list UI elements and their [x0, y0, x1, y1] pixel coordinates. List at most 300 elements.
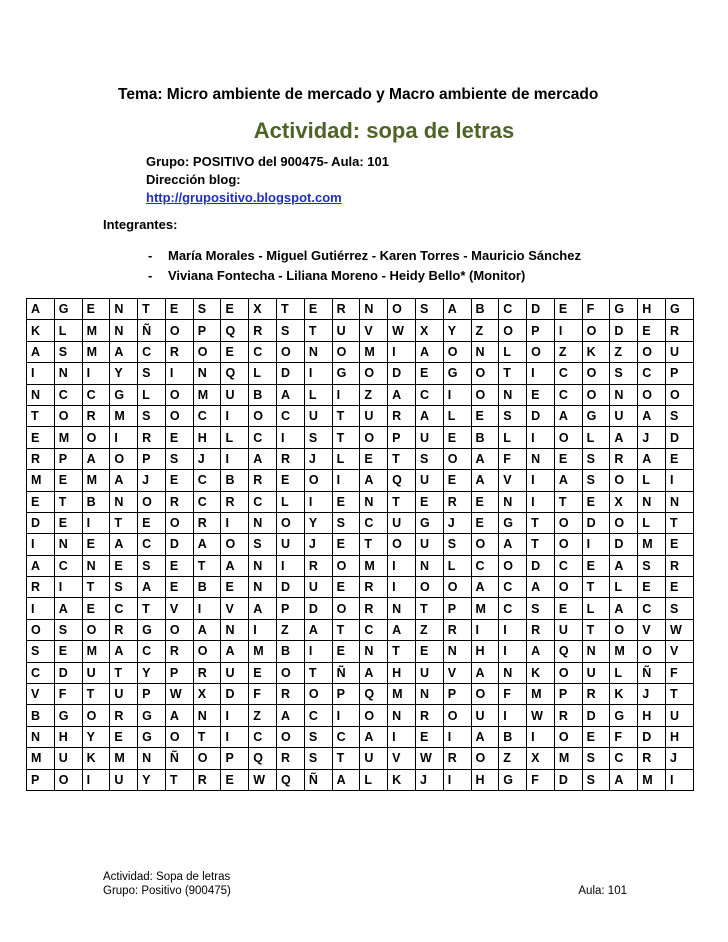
- grid-cell: C: [360, 619, 388, 640]
- grid-cell: U: [665, 341, 693, 362]
- grid-cell: G: [54, 299, 82, 320]
- grid-cell: Q: [388, 470, 416, 491]
- grid-cell: C: [304, 705, 332, 726]
- grid-cell: A: [610, 769, 638, 790]
- grid-cell: O: [277, 662, 305, 683]
- grid-cell: I: [527, 427, 555, 448]
- grid-cell: A: [27, 341, 55, 362]
- grid-cell: A: [554, 470, 582, 491]
- grid-cell: I: [221, 512, 249, 533]
- grid-cell: T: [193, 726, 221, 747]
- grid-cell: E: [165, 470, 193, 491]
- grid-cell: I: [443, 769, 471, 790]
- grid-cell: C: [499, 598, 527, 619]
- grid-cell: H: [471, 641, 499, 662]
- grid-cell: I: [110, 427, 138, 448]
- group-line: Grupo: POSITIVO del 900475- Aula: 101: [146, 154, 389, 169]
- grid-cell: H: [388, 662, 416, 683]
- grid-cell: P: [527, 320, 555, 341]
- grid-cell: O: [332, 341, 360, 362]
- grid-cell: T: [277, 299, 305, 320]
- grid-cell: E: [665, 577, 693, 598]
- grid-cell: V: [443, 662, 471, 683]
- grid-cell: E: [332, 491, 360, 512]
- grid-cell: E: [165, 577, 193, 598]
- grid-cell: I: [471, 619, 499, 640]
- grid-cell: A: [610, 427, 638, 448]
- grid-cell: E: [221, 341, 249, 362]
- grid-cell: H: [54, 726, 82, 747]
- grid-cell: L: [638, 470, 666, 491]
- grid-cell: E: [82, 299, 110, 320]
- grid-cell: L: [582, 598, 610, 619]
- grid-cell: B: [27, 705, 55, 726]
- grid-cell: A: [221, 641, 249, 662]
- grid-cell: T: [582, 619, 610, 640]
- grid-cell: O: [82, 427, 110, 448]
- grid-cell: U: [415, 662, 443, 683]
- grid-cell: E: [554, 448, 582, 469]
- grid-cell: T: [138, 299, 166, 320]
- grid-cell: C: [54, 555, 82, 576]
- grid-cell: H: [471, 769, 499, 790]
- grid-cell: F: [610, 726, 638, 747]
- grid-cell: E: [415, 641, 443, 662]
- grid-cell: R: [27, 448, 55, 469]
- grid-cell: O: [554, 512, 582, 533]
- grid-cell: S: [415, 299, 443, 320]
- grid-cell: L: [499, 341, 527, 362]
- grid-cell: R: [443, 491, 471, 512]
- grid-cell: J: [138, 470, 166, 491]
- grid-cell: O: [193, 748, 221, 769]
- grid-row: [27, 320, 694, 341]
- grid-cell: U: [82, 662, 110, 683]
- grid-cell: E: [471, 405, 499, 426]
- grid-cell: O: [610, 470, 638, 491]
- grid-cell: I: [443, 384, 471, 405]
- grid-cell: I: [82, 363, 110, 384]
- grid-cell: E: [527, 384, 555, 405]
- grid-cell: G: [110, 384, 138, 405]
- grid-cell: O: [82, 619, 110, 640]
- grid-cell: C: [277, 405, 305, 426]
- grid-cell: E: [332, 577, 360, 598]
- grid-cell: N: [360, 299, 388, 320]
- grid-cell: U: [110, 684, 138, 705]
- grid-cell: A: [304, 619, 332, 640]
- word-search-grid: [26, 298, 694, 791]
- footer-activity: Actividad: Sopa de letras: [103, 871, 231, 883]
- grid-cell: R: [638, 748, 666, 769]
- grid-cell: J: [638, 427, 666, 448]
- grid-cell: G: [54, 705, 82, 726]
- grid-cell: O: [332, 598, 360, 619]
- grid-cell: E: [138, 512, 166, 533]
- grid-cell: O: [499, 320, 527, 341]
- grid-cell: W: [665, 619, 693, 640]
- grid-cell: V: [499, 470, 527, 491]
- grid-cell: R: [554, 705, 582, 726]
- grid-cell: C: [249, 726, 277, 747]
- grid-cell: U: [471, 705, 499, 726]
- grid-cell: I: [221, 726, 249, 747]
- grid-cell: A: [193, 534, 221, 555]
- grid-cell: S: [415, 448, 443, 469]
- grid-cell: C: [554, 363, 582, 384]
- grid-cell: M: [27, 748, 55, 769]
- grid-cell: M: [82, 470, 110, 491]
- grid-cell: D: [54, 662, 82, 683]
- grid-cell: R: [332, 299, 360, 320]
- grid-row: [27, 726, 694, 747]
- grid-cell: R: [388, 405, 416, 426]
- grid-cell: O: [443, 705, 471, 726]
- grid-cell: P: [665, 363, 693, 384]
- grid-cell: A: [138, 577, 166, 598]
- grid-cell: L: [332, 448, 360, 469]
- grid-cell: M: [110, 748, 138, 769]
- grid-cell: R: [165, 641, 193, 662]
- grid-cell: E: [638, 320, 666, 341]
- grid-cell: S: [665, 598, 693, 619]
- grid-cell: O: [638, 641, 666, 662]
- grid-cell: T: [415, 598, 443, 619]
- grid-cell: O: [165, 320, 193, 341]
- grid-cell: U: [388, 512, 416, 533]
- grid-cell: Ñ: [638, 662, 666, 683]
- grid-cell: S: [54, 619, 82, 640]
- grid-row: [27, 448, 694, 469]
- grid-cell: M: [638, 534, 666, 555]
- grid-row: [27, 384, 694, 405]
- group-info: [146, 153, 389, 207]
- grid-cell: R: [443, 619, 471, 640]
- grid-cell: M: [360, 341, 388, 362]
- grid-cell: I: [527, 470, 555, 491]
- grid-cell: A: [360, 726, 388, 747]
- grid-cell: O: [554, 662, 582, 683]
- grid-cell: O: [582, 384, 610, 405]
- grid-cell: Z: [415, 619, 443, 640]
- grid-cell: O: [471, 363, 499, 384]
- grid-cell: S: [582, 448, 610, 469]
- grid-cell: C: [415, 384, 443, 405]
- grid-cell: E: [165, 299, 193, 320]
- grid-cell: O: [249, 405, 277, 426]
- grid-cell: U: [415, 534, 443, 555]
- grid-cell: E: [277, 470, 305, 491]
- grid-cell: C: [54, 384, 82, 405]
- grid-cell: E: [443, 470, 471, 491]
- grid-cell: C: [193, 491, 221, 512]
- grid-cell: E: [554, 598, 582, 619]
- grid-cell: I: [527, 363, 555, 384]
- grid-cell: E: [415, 363, 443, 384]
- grid-cell: E: [54, 641, 82, 662]
- grid-cell: O: [221, 534, 249, 555]
- grid-cell: A: [277, 384, 305, 405]
- grid-cell: E: [665, 534, 693, 555]
- grid-cell: Y: [82, 726, 110, 747]
- grid-cell: E: [165, 427, 193, 448]
- grid-cell: A: [415, 405, 443, 426]
- grid-cell: I: [388, 726, 416, 747]
- bullet-dash: -: [148, 268, 153, 283]
- grid-row: [27, 363, 694, 384]
- grid-cell: N: [221, 619, 249, 640]
- grid-cell: O: [110, 448, 138, 469]
- grid-cell: J: [443, 512, 471, 533]
- grid-cell: I: [249, 619, 277, 640]
- grid-cell: L: [638, 512, 666, 533]
- grid-cell: O: [388, 299, 416, 320]
- grid-cell: N: [138, 748, 166, 769]
- grid-cell: D: [388, 363, 416, 384]
- grid-cell: I: [499, 641, 527, 662]
- grid-cell: D: [582, 705, 610, 726]
- grid-cell: T: [304, 662, 332, 683]
- grid-row: [27, 598, 694, 619]
- grid-cell: W: [415, 748, 443, 769]
- grid-cell: E: [249, 662, 277, 683]
- grid-cell: F: [249, 684, 277, 705]
- grid-cell: M: [82, 320, 110, 341]
- grid-cell: E: [332, 534, 360, 555]
- grid-cell: P: [388, 427, 416, 448]
- grid-cell: A: [443, 299, 471, 320]
- grid-cell: I: [221, 405, 249, 426]
- grid-cell: D: [527, 299, 555, 320]
- grid-cell: O: [665, 384, 693, 405]
- grid-cell: U: [360, 405, 388, 426]
- grid-cell: U: [304, 577, 332, 598]
- grid-cell: R: [221, 491, 249, 512]
- grid-cell: R: [138, 427, 166, 448]
- grid-cell: A: [499, 534, 527, 555]
- grid-cell: T: [527, 534, 555, 555]
- grid-cell: C: [138, 534, 166, 555]
- grid-cell: S: [499, 405, 527, 426]
- grid-cell: G: [499, 512, 527, 533]
- grid-cell: T: [499, 363, 527, 384]
- grid-cell: O: [471, 748, 499, 769]
- grid-cell: A: [360, 470, 388, 491]
- grid-cell: G: [610, 299, 638, 320]
- grid-cell: A: [610, 555, 638, 576]
- members-line: [148, 246, 581, 266]
- grid-cell: T: [110, 662, 138, 683]
- grid-cell: Q: [554, 641, 582, 662]
- grid-cell: E: [82, 598, 110, 619]
- grid-cell: A: [110, 641, 138, 662]
- grid-cell: T: [54, 491, 82, 512]
- grid-cell: N: [443, 641, 471, 662]
- grid-cell: L: [443, 555, 471, 576]
- members-label: Integrantes:: [103, 217, 178, 232]
- grid-cell: N: [499, 491, 527, 512]
- grid-cell: I: [388, 577, 416, 598]
- grid-cell: I: [332, 384, 360, 405]
- grid-cell: D: [665, 427, 693, 448]
- grid-row: [27, 662, 694, 683]
- grid-cell: O: [610, 512, 638, 533]
- grid-cell: O: [304, 470, 332, 491]
- grid-cell: I: [443, 726, 471, 747]
- grid-cell: O: [443, 341, 471, 362]
- grid-cell: I: [665, 769, 693, 790]
- grid-cell: J: [304, 448, 332, 469]
- grid-cell: E: [110, 726, 138, 747]
- grid-cell: D: [277, 577, 305, 598]
- grid-cell: O: [332, 555, 360, 576]
- grid-cell: C: [138, 341, 166, 362]
- grid-cell: M: [249, 641, 277, 662]
- grid-cell: T: [582, 577, 610, 598]
- grid-cell: C: [554, 384, 582, 405]
- grid-cell: K: [610, 684, 638, 705]
- grid-cell: M: [471, 598, 499, 619]
- grid-cell: U: [221, 662, 249, 683]
- grid-cell: O: [304, 684, 332, 705]
- grid-cell: S: [582, 769, 610, 790]
- grid-cell: R: [304, 555, 332, 576]
- grid-cell: G: [443, 363, 471, 384]
- grid-cell: X: [415, 320, 443, 341]
- grid-cell: N: [27, 726, 55, 747]
- grid-cell: S: [138, 555, 166, 576]
- grid-cell: L: [221, 427, 249, 448]
- grid-cell: C: [610, 748, 638, 769]
- grid-cell: O: [443, 448, 471, 469]
- grid-cell: P: [193, 320, 221, 341]
- grid-cell: E: [221, 769, 249, 790]
- grid-cell: O: [277, 726, 305, 747]
- grid-cell: D: [165, 534, 193, 555]
- grid-cell: C: [554, 555, 582, 576]
- grid-cell: P: [54, 448, 82, 469]
- grid-cell: A: [388, 619, 416, 640]
- grid-cell: O: [138, 491, 166, 512]
- grid-cell: N: [610, 384, 638, 405]
- bullet-dash: -: [148, 248, 153, 263]
- grid-cell: S: [304, 748, 332, 769]
- grid-cell: I: [165, 363, 193, 384]
- grid-cell: T: [388, 641, 416, 662]
- grid-cell: A: [471, 448, 499, 469]
- grid-cell: S: [527, 598, 555, 619]
- grid-cell: G: [138, 705, 166, 726]
- grid-cell: I: [221, 448, 249, 469]
- grid-cell: O: [360, 705, 388, 726]
- grid-cell: V: [165, 598, 193, 619]
- grid-cell: B: [277, 641, 305, 662]
- grid-cell: P: [443, 684, 471, 705]
- grid-cell: A: [388, 384, 416, 405]
- grid-cell: E: [554, 299, 582, 320]
- grid-cell: O: [610, 619, 638, 640]
- grid-row: [27, 405, 694, 426]
- blog-label: Dirección blog:: [146, 172, 241, 187]
- grid-cell: N: [304, 341, 332, 362]
- grid-cell: S: [27, 641, 55, 662]
- grid-row: [27, 299, 694, 320]
- grid-cell: A: [110, 470, 138, 491]
- grid-cell: X: [610, 491, 638, 512]
- grid-cell: I: [665, 470, 693, 491]
- grid-cell: E: [54, 512, 82, 533]
- grid-cell: O: [554, 577, 582, 598]
- grid-cell: S: [249, 534, 277, 555]
- grid-cell: I: [27, 534, 55, 555]
- grid-cell: H: [638, 705, 666, 726]
- grid-cell: A: [249, 448, 277, 469]
- grid-cell: U: [415, 427, 443, 448]
- grid-cell: Y: [138, 662, 166, 683]
- grid-row: [27, 341, 694, 362]
- grid-cell: L: [138, 384, 166, 405]
- grid-cell: D: [27, 512, 55, 533]
- grid-cell: L: [277, 491, 305, 512]
- grid-cell: T: [82, 577, 110, 598]
- grid-cell: A: [554, 405, 582, 426]
- grid-cell: V: [221, 598, 249, 619]
- grid-cell: A: [110, 534, 138, 555]
- grid-row: [27, 619, 694, 640]
- grid-cell: M: [360, 555, 388, 576]
- grid-cell: B: [249, 384, 277, 405]
- grid-cell: S: [110, 577, 138, 598]
- grid-cell: E: [665, 448, 693, 469]
- grid-cell: P: [221, 748, 249, 769]
- grid-cell: N: [499, 662, 527, 683]
- activity-title-text: Actividad: sopa de letras: [253, 118, 515, 143]
- grid-cell: P: [138, 448, 166, 469]
- grid-cell: E: [471, 491, 499, 512]
- grid-cell: U: [360, 748, 388, 769]
- grid-cell: R: [415, 705, 443, 726]
- grid-cell: G: [499, 769, 527, 790]
- blog-link[interactable]: http://grupositivo.blogspot.com: [146, 190, 342, 205]
- grid-cell: C: [638, 598, 666, 619]
- grid-cell: C: [193, 405, 221, 426]
- grid-cell: R: [27, 577, 55, 598]
- grid-cell: J: [665, 748, 693, 769]
- grid-cell: T: [193, 555, 221, 576]
- grid-cell: E: [582, 726, 610, 747]
- grid-row: [27, 684, 694, 705]
- grid-cell: E: [165, 555, 193, 576]
- grid-cell: R: [582, 684, 610, 705]
- grid-cell: E: [360, 448, 388, 469]
- grid-cell: O: [415, 577, 443, 598]
- grid-cell: U: [304, 405, 332, 426]
- grid-cell: Z: [360, 384, 388, 405]
- grid-row: [27, 748, 694, 769]
- grid-cell: Q: [360, 684, 388, 705]
- grid-cell: C: [360, 512, 388, 533]
- grid-cell: A: [415, 341, 443, 362]
- grid-cell: Z: [249, 705, 277, 726]
- grid-cell: G: [582, 405, 610, 426]
- grid-cell: B: [82, 491, 110, 512]
- grid-cell: D: [527, 405, 555, 426]
- grid-cell: R: [665, 555, 693, 576]
- grid-cell: O: [193, 641, 221, 662]
- grid-cell: T: [304, 320, 332, 341]
- grid-cell: L: [610, 662, 638, 683]
- grid-cell: C: [110, 598, 138, 619]
